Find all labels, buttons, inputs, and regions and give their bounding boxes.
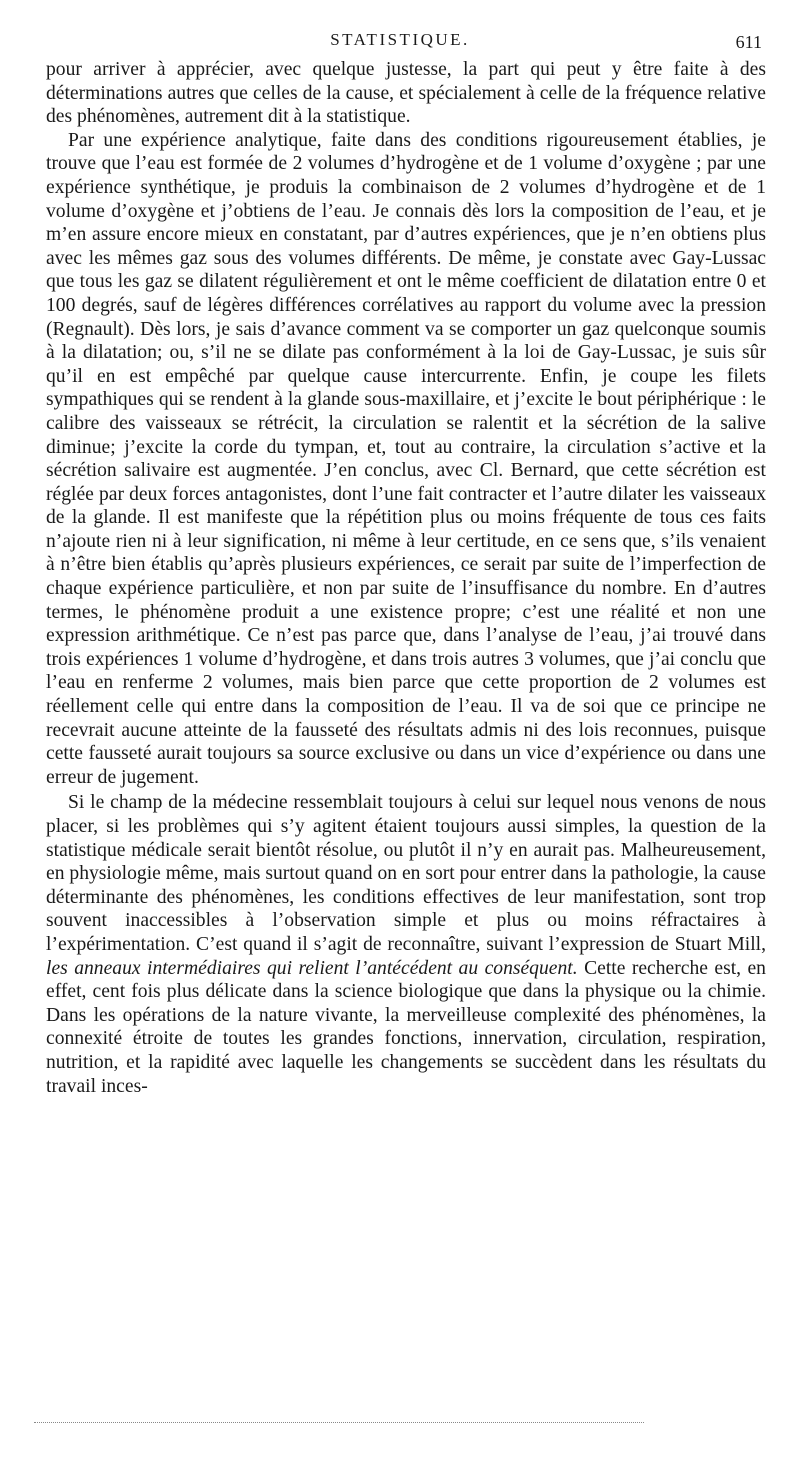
paragraph-medicine-text-start: Si le champ de la médecine ressemblait toujours à celui sur lequel nous venons de nous placer, si les problèmes qui s’y agitent étaient toujours aussi simples, la question de la statistique médicale serait bientôt résolue, ou plutôt il n’y en aurait pas. Malheureusement, en physiologie même, mais surtout quand on en sort pour entrer dans la pathologie, la cause déterminante des phénomènes, les conditions effectives de leur manifestation, sont trop souvent inaccessibles à l’observation simple et plus ou moins réfractaires à l’expérimentation. C’est quand il s’agit de reconnaître, suivant l’expression de Stuart Mill,: [46, 792, 766, 955]
running-head: [0, 30, 800, 54]
paragraph-medicine: [46, 791, 766, 1098]
running-title: STATISTIQUE.: [330, 30, 470, 49]
paragraph-experiments: Par une expérience analytique, faite dans des conditions rigoureusement établies, je trouve que l’eau est formée de 2 volumes d’hydrogène et de 1 volume d’oxygène ; par une expérience synthétique, je produis la combinaison de 2 volumes d’hydrogène et de 1 volume d’oxygène et j’obtiens de l’eau. Je connais dès lors la composition de l’eau, et je m’en assure encore mieux en constatant, par d’autres expériences, que je n’en obtiens plus avec les mêmes gaz sous des volumes différents. De même, je constate avec Gay-Lussac que tous les gaz se dilatent régulièrement et ont le même coefficient de dilatation entre 0 et 100 degrés, sauf de légères différences corrélatives au rapport du volume avec la pression (Regnault). Dès lors, je sais d’avance comment va se comporter un gaz quelconque soumis à la dilatation; ou, s’il ne se dilate pas conformément à la loi de Gay-Lussac, je suis sûr qu’il en est empêché par quelque cause intercurrente. Enfin, je coupe les filets sympathiques qui se rendent à la glande sous-maxillaire, et j’excite le bout périphérique : le calibre des vaisseaux se rétrécit, la circulation se ralentit et la sécrétion de la salive diminue; j’excite la corde du tympan, et, tout au contraire, la circulation s’active et la sécrétion salivaire est augmentée. J’en conclus, avec Cl. Bernard, que cette sécrétion est réglée par deux forces antagonistes, dont l’une fait contracter et l’autre dilater les vaisseaux de la glande. Il est manifeste que la répétition plus ou moins fréquente de tous ces faits n’ajoute rien ni à leur signification, ni même à leur certitude, en ce sens que, s’ils venaient à n’être bien établis qu’après plusieurs expériences, ce serait par suite de l’imperfection de chaque expérience particulière, et non par suite de l’insuffisance du nombre. En d’autres termes, le phénomène produit a une existence propre; c’est une réalité et non une expression arithmétique. Ce n’est pas parce que, dans l’analyse de l’eau, j’ai trouvé dans trois expériences 1 volume d’hydrogène, et dans trois autres 3 volumes, que j’ai conclu que l’eau en renferme 2 volumes, mais bien parce que cette proportion de 2 volumes est réellement celle qui entre dans la composition de l’eau. Il va de soi que ce principe ne recevrait aucune atteinte de la fausseté des résultats admis ni des lois reconnues, puisque cette fausseté aurait toujours sa source exclusive ou dans un vice d’expérience ou dans une erreur de jugement.: [46, 129, 766, 788]
paragraph-continuation: pour arriver à apprécier, avec quelque justesse, la part qui peut y être faite à des déterminations autres que celles de la cause, et spécialement à celle de la fréquence relative des phénomènes, autrement dit à la statistique.: [46, 59, 766, 128]
footer-rule: [34, 1422, 644, 1423]
stuart-mill-quote: les anneaux intermédiaires qui relient l’antécédent au conséquent.: [46, 957, 578, 979]
body-text: [46, 58, 766, 1098]
paragraph-medicine-text-end: Cette recherche est, en effet, cent fois plus délicate dans la science biologique que dans la physique ou la chimie. Dans les opérations de la nature vivante, la merveilleuse complexité des phénomènes, la connexité étroite de toutes les grandes fonctions, innervation, circulation, respiration, nutrition, et la rapidité avec laquelle les changements se succèdent dans les résultats du travail inces-: [46, 957, 766, 1097]
page-number: 611: [735, 32, 762, 52]
